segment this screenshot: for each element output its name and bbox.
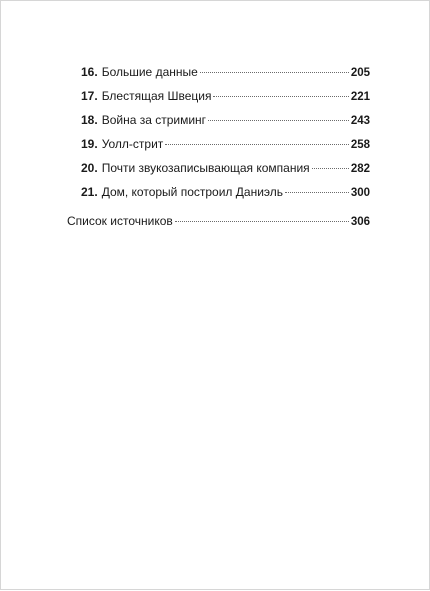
toc-entry-chapter-20[interactable] bbox=[81, 160, 370, 176]
dot-leader bbox=[285, 192, 349, 193]
page-number: 300 bbox=[350, 187, 370, 199]
page-number: 243 bbox=[350, 115, 370, 127]
page-number: 282 bbox=[350, 163, 370, 175]
chapter-title: Блестящая Швеция bbox=[101, 89, 212, 103]
toc-entry-chapter-21[interactable] bbox=[81, 184, 370, 200]
page-number: 205 bbox=[350, 67, 370, 79]
table-of-contents bbox=[1, 1, 430, 591]
page-number: 221 bbox=[350, 91, 370, 103]
chapter-title: Война за стриминг bbox=[101, 113, 207, 127]
toc-entry-chapter-19[interactable] bbox=[81, 136, 370, 152]
toc-entry-chapter-16[interactable] bbox=[81, 64, 370, 80]
page-number: 306 bbox=[350, 216, 370, 228]
page-number: 258 bbox=[350, 139, 370, 151]
section-title: Список источников bbox=[67, 214, 173, 228]
toc-entry-chapter-17[interactable] bbox=[81, 88, 370, 104]
dot-leader bbox=[200, 72, 349, 73]
chapter-title: Уолл-стрит bbox=[101, 137, 164, 151]
chapter-number: 17. bbox=[81, 89, 98, 103]
toc-entry-chapter-18[interactable] bbox=[81, 112, 370, 128]
chapter-title: Почти звукозаписывающая компания bbox=[101, 161, 310, 175]
chapter-number: 19. bbox=[81, 137, 98, 151]
chapter-number: 21. bbox=[81, 185, 98, 199]
chapter-title: Большие данные bbox=[101, 65, 198, 79]
dot-leader bbox=[312, 168, 349, 169]
chapter-number: 16. bbox=[81, 65, 98, 79]
toc-entry-sources[interactable] bbox=[67, 213, 370, 229]
chapter-number: 18. bbox=[81, 113, 98, 127]
dot-leader bbox=[165, 144, 349, 145]
chapter-number: 20. bbox=[81, 161, 98, 175]
chapter-title: Дом, который построил Даниэль bbox=[101, 185, 284, 199]
dot-leader bbox=[213, 96, 348, 97]
dot-leader bbox=[208, 120, 349, 121]
dot-leader bbox=[175, 221, 349, 222]
